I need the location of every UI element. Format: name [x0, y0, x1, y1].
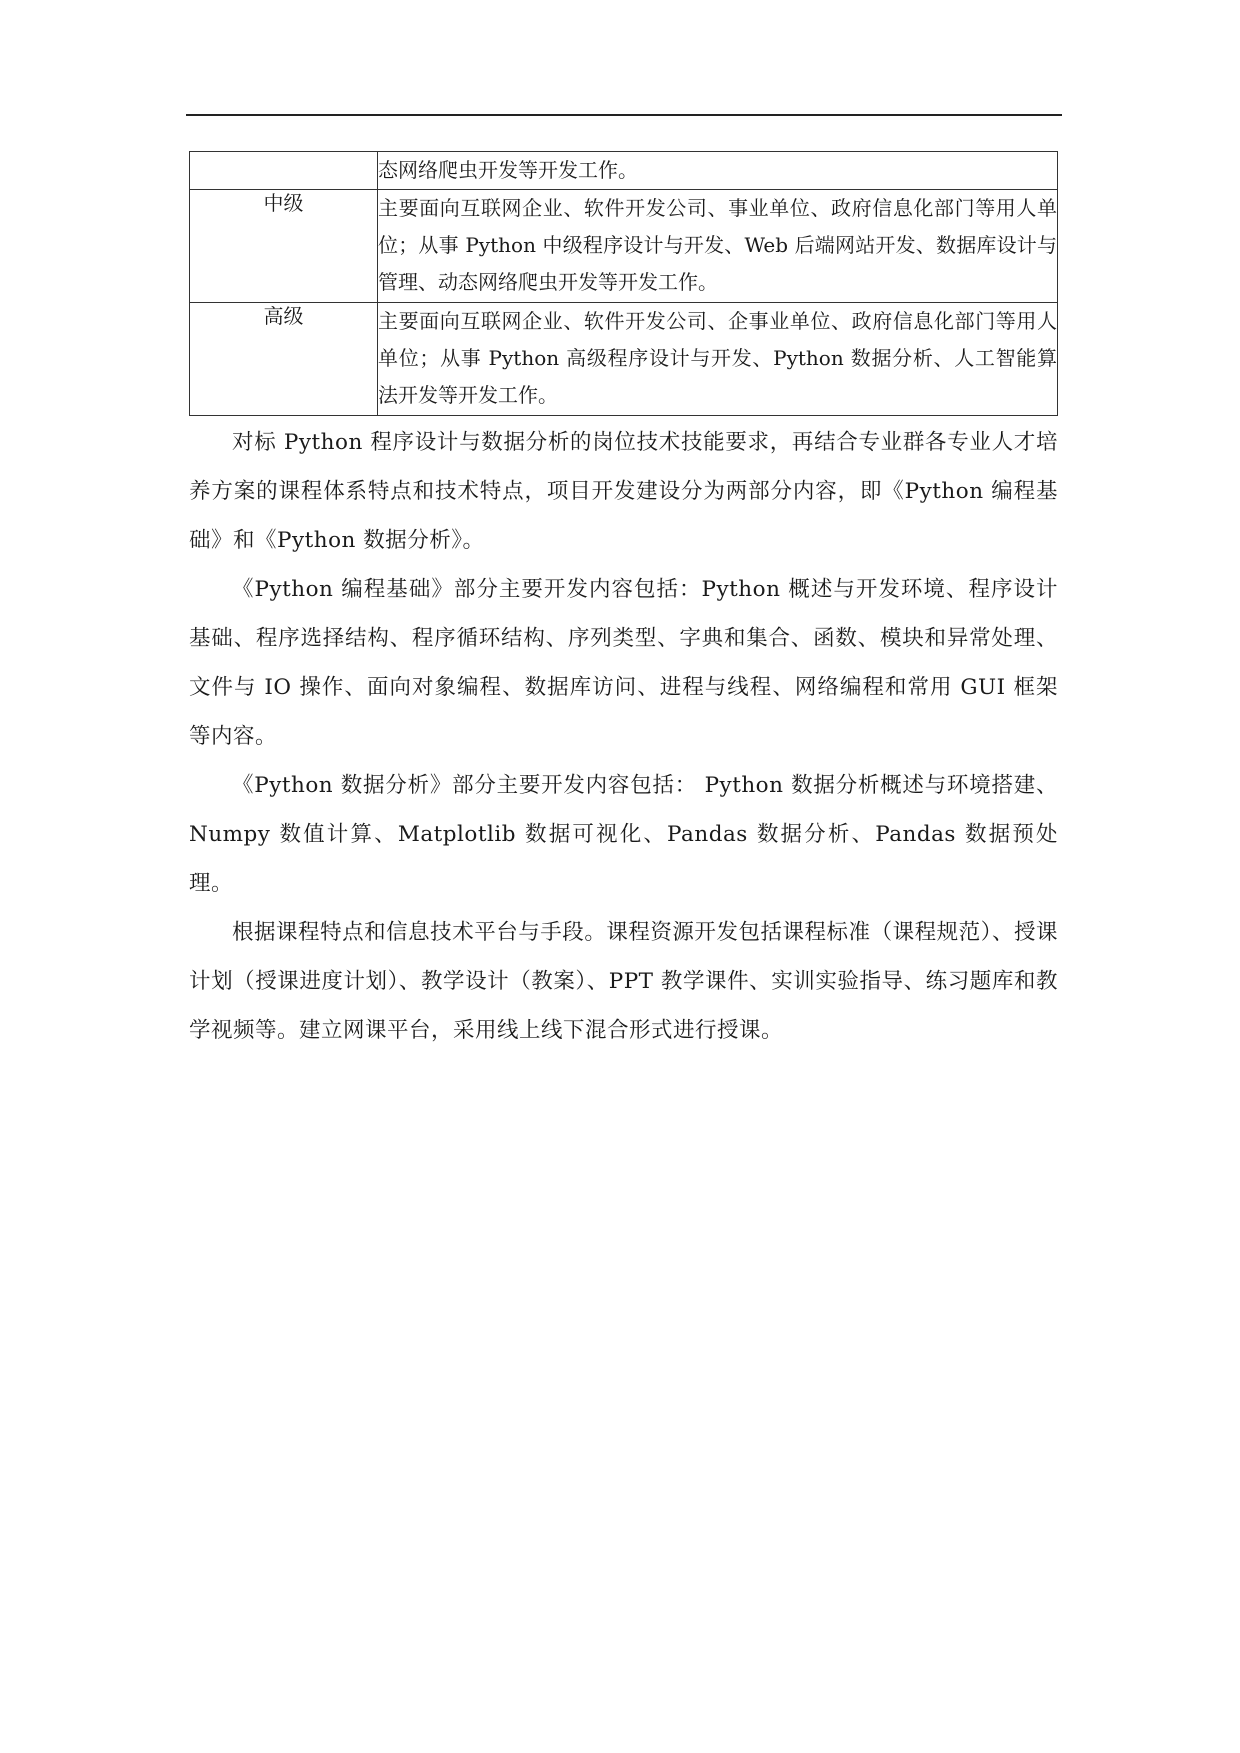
paragraph: 《Python 编程基础》部分主要开发内容包括：Python 概述与开发环境、程序设计基础、程序选择结构、程序循环结构、序列类型、字典和集合、函数、模块和异常处理、文件与 IO 操作、面向对象编程、数据库访问、进程与线程、网络编程和常用 GUI 框架等内容。: [189, 577, 1058, 749]
description-cell: 态网络爬虫开发等开发工作。: [378, 152, 1058, 190]
table-row: [190, 303, 1058, 416]
paragraph: 《Python 数据分析》部分主要开发内容包括： Python 数据分析概述与环境搭建、Numpy 数值计算、Matplotlib 数据可视化、Pandas 数据分析、Pandas 数据预处理。: [189, 773, 1058, 896]
description-cell: 主要面向互联网企业、软件开发公司、事业单位、政府信息化部门等用人单位；从事 Python 中级程序设计与开发、Web 后端网站开发、数据库设计与管理、动态网络爬虫开发等开发工作。: [378, 190, 1058, 303]
level-cell: [190, 152, 378, 190]
table-row: [190, 190, 1058, 303]
description-cell: 主要面向互联网企业、软件开发公司、企事业单位、政府信息化部门等用人单位；从事 Python 高级程序设计与开发、Python 数据分析、人工智能算法开发等开发工作。: [378, 303, 1058, 416]
body-text: [189, 418, 1058, 1055]
skill-level-table: [189, 151, 1058, 416]
paragraph: 对标 Python 程序设计与数据分析的岗位技术技能要求，再结合专业群各专业人才培养方案的课程体系特点和技术特点，项目开发建设分为两部分内容，即《Python 编程基础》和《Python 数据分析》。: [189, 430, 1058, 553]
header-rule: [186, 114, 1062, 116]
level-cell: 中级: [190, 190, 378, 303]
paragraph: 根据课程特点和信息技术平台与手段。课程资源开发包括课程标准（课程规范）、授课计划（授课进度计划）、教学设计（教案）、PPT 教学课件、实训实验指导、练习题库和教学视频等。建立网课平台，采用线上线下混合形式进行授课。: [189, 920, 1058, 1043]
table-row: [190, 152, 1058, 190]
level-cell: 高级: [190, 303, 378, 416]
